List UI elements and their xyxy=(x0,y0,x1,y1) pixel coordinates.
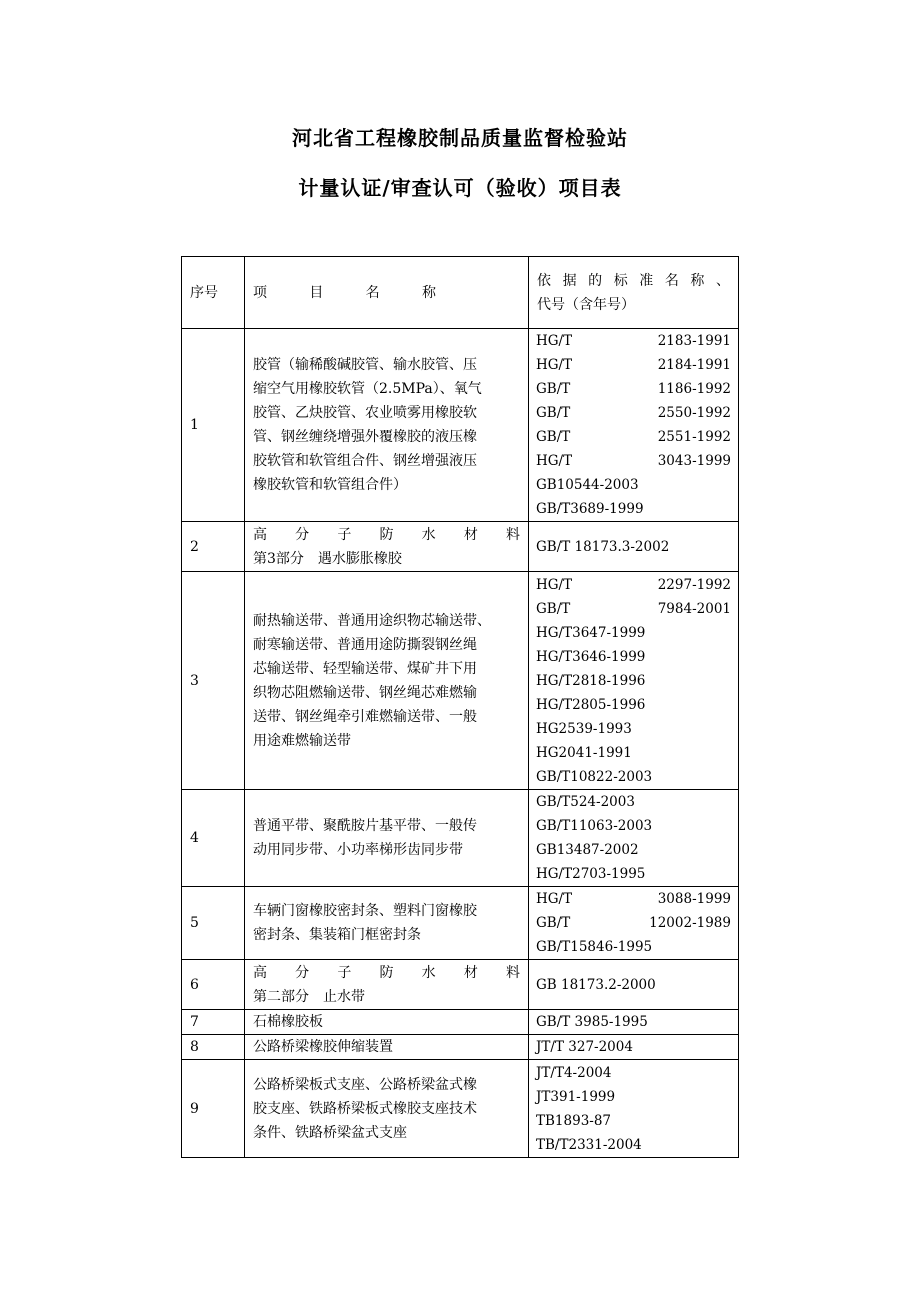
document-subtitle: 计量认证/审查认可（验收）项目表 xyxy=(298,176,622,200)
row-item-name xyxy=(245,1035,529,1060)
standard-code xyxy=(536,935,731,959)
standard-code xyxy=(536,790,731,814)
row-item-name xyxy=(245,522,529,572)
table-row xyxy=(182,522,739,572)
standard-number: 2550-1992 xyxy=(657,405,731,421)
item-line: 耐热输送带、普通用途织物芯输送带、 xyxy=(253,612,491,629)
standard-prefix: GB/T3689-1999 xyxy=(536,501,644,517)
standard-prefix: GB/T10822-2003 xyxy=(536,768,653,785)
standard-number: 2183-1991 xyxy=(657,333,731,349)
item-line: 高分子防水材料 xyxy=(253,526,520,543)
standard-code xyxy=(536,814,731,838)
project-table xyxy=(181,256,739,1158)
standard-code xyxy=(536,765,731,789)
row-standards xyxy=(529,887,739,960)
standard-code xyxy=(536,329,731,353)
standard-prefix: GB/T xyxy=(536,405,571,421)
standard-code xyxy=(536,741,731,765)
standard-code xyxy=(536,645,731,669)
item-line: 胶管、乙炔胶管、农业喷雾用橡胶软 xyxy=(253,405,477,421)
table-row xyxy=(182,790,739,887)
standard-prefix: GB/T xyxy=(536,600,571,617)
standard-prefix: JT/T 327-2004 xyxy=(536,1039,633,1055)
row-item-name xyxy=(245,1010,529,1035)
row-item-name xyxy=(245,887,529,960)
header-item-char: 名 xyxy=(365,284,380,301)
standard-prefix: HG2539-1993 xyxy=(536,720,632,737)
header-standard xyxy=(529,257,739,329)
standard-number: 3088-1999 xyxy=(657,891,731,907)
row-item-name xyxy=(245,329,529,522)
item-line: 耐寒输送带、普通用途防撕裂钢丝绳 xyxy=(253,636,477,653)
standard-prefix: HG2041-1991 xyxy=(536,744,632,761)
item-line: 公路桥梁板式支座、公路桥梁盆式橡 xyxy=(253,1076,477,1093)
row-item-name xyxy=(245,572,529,790)
standard-code xyxy=(536,535,731,559)
standard-prefix: GB13487-2002 xyxy=(536,842,639,858)
row-standards xyxy=(529,960,739,1010)
item-line: 缩空气用橡胶软管（2.5MPa）、氧气 xyxy=(253,381,482,397)
standard-prefix: GB/T 18173.3-2002 xyxy=(536,538,670,555)
row-standards xyxy=(529,522,739,572)
row-standards xyxy=(529,790,739,887)
standard-code xyxy=(536,425,731,449)
standard-number: 2551-1992 xyxy=(657,429,731,445)
standard-prefix: HG/T xyxy=(536,891,573,907)
item-line: 织物芯阻燃输送带、钢丝绳芯难燃输 xyxy=(253,684,477,701)
item-line: 第二部分 止水带 xyxy=(253,988,365,1005)
item-line: 公路桥梁橡胶伸缩装置 xyxy=(253,1039,393,1055)
row-standards xyxy=(529,1035,739,1060)
standard-code xyxy=(536,497,731,521)
standard-prefix: JT/T4-2004 xyxy=(536,1064,612,1081)
standard-prefix: HG/T2805-1996 xyxy=(536,696,646,713)
standard-code xyxy=(536,693,731,717)
standard-code xyxy=(536,1109,731,1133)
standard-prefix: GB/T 3985-1995 xyxy=(536,1014,648,1030)
standard-prefix: GB/T524-2003 xyxy=(536,794,635,810)
standard-code xyxy=(536,717,731,741)
header-item-char: 称 xyxy=(421,284,436,301)
row-seq: 6 xyxy=(182,960,245,1010)
standard-prefix: GB 18173.2-2000 xyxy=(536,976,656,993)
standard-code xyxy=(536,862,731,886)
item-line: 动用同步带、小功率梯形齿同步带 xyxy=(253,842,463,858)
standard-number: 2184-1991 xyxy=(657,357,731,373)
document-title: 河北省工程橡胶制品质量监督检验站 xyxy=(292,126,628,150)
item-line: 用途难燃输送带 xyxy=(253,732,351,749)
standard-code xyxy=(536,353,731,377)
standard-code xyxy=(536,973,731,997)
item-line: 条件、铁路桥梁盆式支座 xyxy=(253,1124,407,1141)
standard-prefix: HG/T2818-1996 xyxy=(536,672,646,689)
standard-code xyxy=(536,887,731,911)
standard-code xyxy=(536,911,731,935)
item-line: 车辆门窗橡胶密封条、塑料门窗橡胶 xyxy=(253,903,477,919)
standard-number: 3043-1999 xyxy=(657,453,731,469)
standard-prefix: GB/T11063-2003 xyxy=(536,818,653,834)
standard-code xyxy=(536,1085,731,1109)
standard-code xyxy=(536,1133,731,1157)
row-item-name xyxy=(245,960,529,1010)
table-header-row xyxy=(182,257,739,329)
row-seq: 7 xyxy=(182,1010,245,1035)
standard-number: 7984-2001 xyxy=(657,600,731,617)
table-row xyxy=(182,329,739,522)
row-item-name xyxy=(245,1060,529,1158)
standard-code xyxy=(536,621,731,645)
standard-prefix: HG/T3646-1999 xyxy=(536,648,646,665)
standard-prefix: TB/T2331-2004 xyxy=(536,1136,642,1153)
standard-prefix: JT391-1999 xyxy=(536,1088,616,1105)
standard-code xyxy=(536,401,731,425)
standard-code xyxy=(536,1010,731,1034)
standard-number: 1186-1992 xyxy=(657,381,731,397)
table-row xyxy=(182,1010,739,1035)
standard-prefix: GB10544-2003 xyxy=(536,477,639,493)
table-row xyxy=(182,572,739,790)
table-row xyxy=(182,1035,739,1060)
item-line: 胶管（输稀酸碱胶管、输水胶管、压 xyxy=(253,357,477,373)
item-line: 送带、钢丝绳牵引难燃输送带、一般 xyxy=(253,708,477,725)
standard-prefix: HG/T xyxy=(536,357,573,373)
standard-code xyxy=(536,449,731,473)
row-seq: 2 xyxy=(182,522,245,572)
row-seq: 9 xyxy=(182,1060,245,1158)
standard-code xyxy=(536,597,731,621)
header-item xyxy=(245,257,529,329)
standard-prefix: TB1893-87 xyxy=(536,1112,612,1129)
table-row xyxy=(182,960,739,1010)
item-line: 普通平带、聚酰胺片基平带、一般传 xyxy=(253,818,477,834)
standard-code xyxy=(536,377,731,401)
standard-number: 12002-1989 xyxy=(649,915,731,931)
row-seq: 4 xyxy=(182,790,245,887)
header-seq: 序号 xyxy=(182,257,245,329)
header-standard-line1: 依据的标准名称、 xyxy=(537,272,730,289)
standard-prefix: HG/T2703-1995 xyxy=(536,866,646,882)
standard-prefix: HG/T3647-1999 xyxy=(536,624,646,641)
standard-prefix: HG/T xyxy=(536,453,573,469)
standard-number: 2297-1992 xyxy=(657,576,731,593)
item-line: 第3部分 遇水膨胀橡胶 xyxy=(253,550,402,567)
item-line: 橡胶软管和软管组合件） xyxy=(253,477,407,493)
table-row xyxy=(182,887,739,960)
standard-code xyxy=(536,669,731,693)
standard-prefix: HG/T xyxy=(536,576,573,593)
header-standard-line2: 代号（含年号） xyxy=(537,296,635,313)
row-seq: 8 xyxy=(182,1035,245,1060)
item-line: 胶软管和软管组合件、钢丝增强液压 xyxy=(253,453,477,469)
standard-prefix: GB/T xyxy=(536,429,571,445)
standard-prefix: HG/T xyxy=(536,333,573,349)
standard-prefix: GB/T15846-1995 xyxy=(536,939,653,955)
standard-code xyxy=(536,1061,731,1085)
row-standards xyxy=(529,1010,739,1035)
item-line: 管、钢丝缠绕增强外覆橡胶的液压橡 xyxy=(253,429,477,445)
row-seq: 5 xyxy=(182,887,245,960)
standard-code xyxy=(536,573,731,597)
item-line: 高分子防水材料 xyxy=(253,964,520,981)
standard-code xyxy=(536,838,731,862)
standard-code xyxy=(536,1035,731,1059)
table-row xyxy=(182,1060,739,1158)
item-line: 胶支座、铁路桥梁板式橡胶支座技术 xyxy=(253,1100,477,1117)
item-line: 石棉橡胶板 xyxy=(253,1014,323,1030)
standard-prefix: GB/T xyxy=(536,381,571,397)
row-seq: 3 xyxy=(182,572,245,790)
header-item-char: 目 xyxy=(309,284,324,301)
item-line: 芯输送带、轻型输送带、煤矿井下用 xyxy=(253,660,477,677)
item-line: 密封条、集装箱门框密封条 xyxy=(253,927,421,943)
row-standards xyxy=(529,572,739,790)
row-item-name xyxy=(245,790,529,887)
header-item-char: 项 xyxy=(253,284,267,301)
row-seq: 1 xyxy=(182,329,245,522)
standard-code xyxy=(536,473,731,497)
row-standards xyxy=(529,1060,739,1158)
row-standards xyxy=(529,329,739,522)
standard-prefix: GB/T xyxy=(536,915,571,931)
